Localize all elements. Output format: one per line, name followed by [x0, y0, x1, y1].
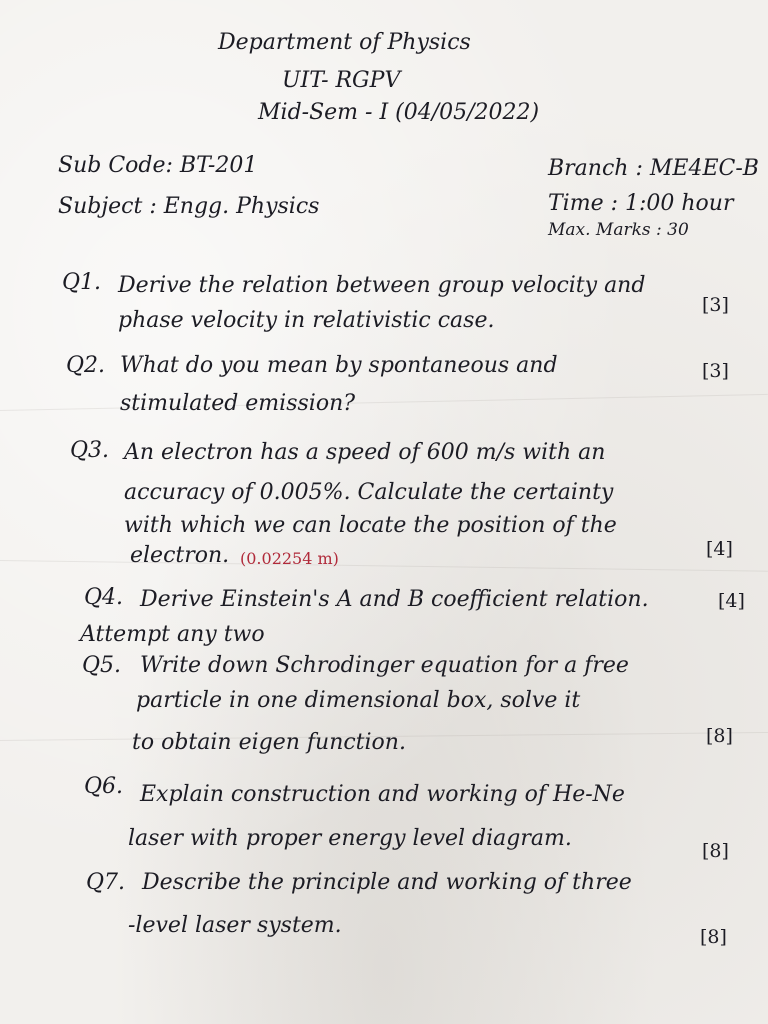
branch: Branch : ME4EC-B — [548, 156, 759, 181]
question-number: Q2. — [66, 353, 106, 378]
instruction: Attempt any two — [80, 622, 265, 647]
question-line: electron. — [130, 543, 230, 568]
question-line: Describe the principle and working of three — [142, 870, 632, 895]
subject-code: Sub Code: BT-201 — [58, 153, 258, 178]
paper-crease — [0, 560, 768, 572]
question-line: accuracy of 0.005%. Calculate the certainty — [124, 480, 614, 505]
question-number: Q1. — [62, 270, 102, 295]
department-title: Department of Physics — [218, 30, 471, 55]
question-line: with which we can locate the position of the — [124, 513, 617, 538]
question-line: Derive the relation between group velocity and — [118, 273, 646, 298]
question-line: laser with proper energy level diagram. — [128, 826, 572, 851]
question-line: What do you mean by spontaneous and — [120, 353, 558, 378]
question-marks: [8] — [706, 725, 733, 747]
question-line: stimulated emission? — [120, 391, 356, 416]
question-line: phase velocity in relativistic case. — [118, 308, 495, 333]
question-line: -level laser system. — [128, 913, 342, 938]
question-line: An electron has a speed of 600 m/s with an — [124, 440, 606, 465]
paper-crease — [0, 394, 768, 411]
question-marks: [3] — [702, 294, 729, 316]
question-line: Explain construction and working of He-Ne — [140, 782, 625, 807]
question-number: Q7. — [86, 870, 126, 895]
question-number: Q3. — [70, 438, 110, 463]
question-line: particle in one dimensional box, solve it — [136, 688, 581, 713]
exam-title: Mid-Sem - I (04/05/2022) — [258, 100, 540, 125]
institute-name: UIT- RGPV — [282, 68, 401, 93]
question-marks: [3] — [702, 360, 729, 382]
subject-name: Subject : Engg. Physics — [58, 194, 320, 219]
question-line: Derive Einstein's A and B coefficient relation. — [140, 587, 649, 612]
question-number: Q5. — [82, 653, 122, 678]
time-allowed: Time : 1:00 hour — [548, 191, 734, 216]
question-marks: [8] — [702, 840, 729, 862]
question-line: Write down Schrodinger equation for a free — [140, 653, 629, 678]
question-marks: [4] — [706, 538, 733, 560]
question-number: Q4. — [84, 585, 124, 610]
question-marks: [8] — [700, 926, 727, 948]
max-marks: Max. Marks : 30 — [548, 220, 689, 240]
question-line: to obtain eigen function. — [132, 730, 406, 755]
question-number: Q6. — [84, 774, 124, 799]
question-marks: [4] — [718, 590, 745, 612]
answer-annotation: (0.02254 m) — [240, 549, 339, 568]
